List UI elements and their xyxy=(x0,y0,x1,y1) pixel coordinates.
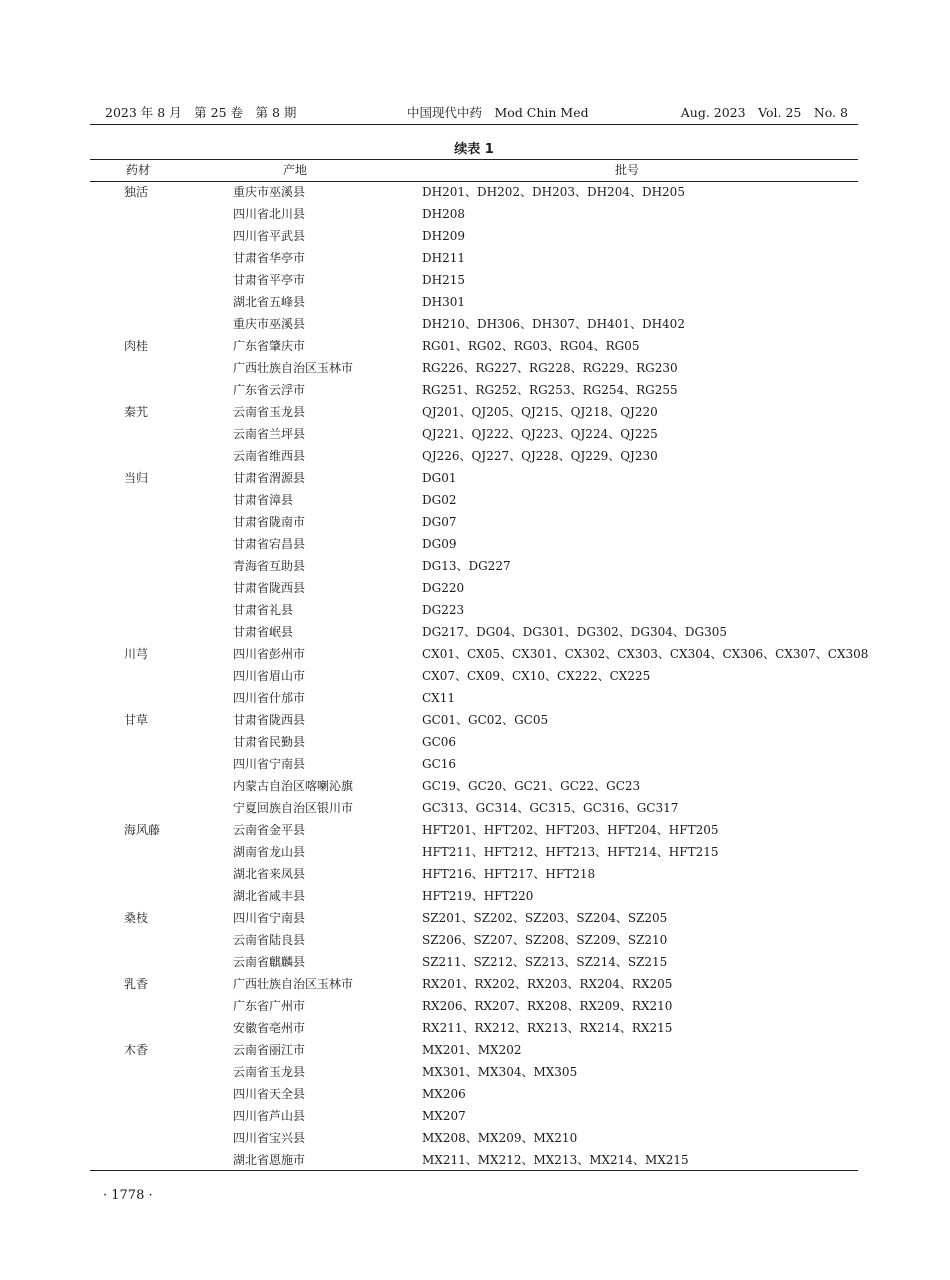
cell-origin: 四川省天全县 xyxy=(233,1087,306,1101)
table-row xyxy=(0,1061,950,1083)
cell-origin: 广西壮族自治区玉林市 xyxy=(233,361,354,375)
cell-batch: SZ206、SZ207、SZ208、SZ209、SZ210 xyxy=(422,933,668,947)
cell-batch: SZ201、SZ202、SZ203、SZ204、SZ205 xyxy=(422,911,668,925)
cell-batch: RG226、RG227、RG228、RG229、RG230 xyxy=(422,361,678,375)
table-row xyxy=(0,357,950,379)
cell-origin: 重庆市巫溪县 xyxy=(233,317,306,331)
cell-origin: 四川省眉山市 xyxy=(233,669,306,683)
table-row xyxy=(0,599,950,621)
column-header-origin: 产地 xyxy=(282,163,307,177)
table-row xyxy=(0,269,950,291)
cell-origin: 四川省北川县 xyxy=(233,207,306,221)
cell-origin: 云南省陆良县 xyxy=(233,933,306,947)
table-title: 续表 1 xyxy=(454,142,494,157)
cell-herb: 桑枝 xyxy=(124,911,149,925)
table-row xyxy=(0,731,950,753)
cell-batch: CX11 xyxy=(422,691,455,705)
table-row xyxy=(0,423,950,445)
table-row xyxy=(0,709,950,731)
cell-origin: 甘肃省陇西县 xyxy=(233,713,306,727)
table-row xyxy=(0,467,950,489)
cell-batch: MX207 xyxy=(422,1109,466,1123)
cell-origin: 广东省肇庆市 xyxy=(233,339,306,353)
table-row xyxy=(0,335,950,357)
table-row xyxy=(0,181,950,203)
table-row xyxy=(0,1083,950,1105)
table-row xyxy=(0,995,950,1017)
cell-origin: 甘肃省陇西县 xyxy=(233,581,306,595)
cell-batch: RX201、RX202、RX203、RX204、RX205 xyxy=(422,977,673,991)
table-row xyxy=(0,291,950,313)
table-row xyxy=(0,379,950,401)
cell-batch: DH201、DH202、DH203、DH204、DH205 xyxy=(422,185,685,199)
cell-origin: 云南省丽江市 xyxy=(233,1043,306,1057)
page-number: · 1778 · xyxy=(103,1188,153,1203)
cell-origin: 云南省兰坪县 xyxy=(233,427,306,441)
table-row xyxy=(0,973,950,995)
cell-origin: 甘肃省华亭市 xyxy=(233,251,306,265)
cell-origin: 湖北省来凤县 xyxy=(233,867,306,881)
table-row xyxy=(0,533,950,555)
cell-batch: HFT219、HFT220 xyxy=(422,889,534,903)
table-row xyxy=(0,885,950,907)
table-row xyxy=(0,621,950,643)
cell-batch: DG02 xyxy=(422,493,457,507)
table-row xyxy=(0,753,950,775)
cell-origin: 安徽省亳州市 xyxy=(233,1021,306,1035)
table-row xyxy=(0,775,950,797)
cell-origin: 湖北省咸丰县 xyxy=(233,889,306,903)
table-row xyxy=(0,797,950,819)
cell-batch: DG220 xyxy=(422,581,465,595)
cell-origin: 甘肃省岷县 xyxy=(233,625,294,639)
cell-batch: MX206 xyxy=(422,1087,466,1101)
cell-origin: 甘肃省民勤县 xyxy=(233,735,306,749)
table-row xyxy=(0,643,950,665)
cell-origin: 青海省互助县 xyxy=(233,559,306,573)
table-row xyxy=(0,247,950,269)
cell-origin: 云南省金平县 xyxy=(233,823,306,837)
cell-herb: 木香 xyxy=(124,1043,149,1057)
cell-batch: MX201、MX202 xyxy=(422,1043,522,1057)
cell-origin: 甘肃省宕昌县 xyxy=(233,537,306,551)
header-issue: 2023 年 8 月 第 25 卷 第 8 期 xyxy=(105,105,297,120)
cell-origin: 宁夏回族自治区银川市 xyxy=(233,801,354,815)
cell-herb: 秦艽 xyxy=(124,405,149,419)
cell-batch: DG07 xyxy=(422,515,457,529)
cell-batch: DG09 xyxy=(422,537,457,551)
cell-origin: 重庆市巫溪县 xyxy=(233,185,306,199)
table-row xyxy=(0,665,950,687)
cell-batch: MX208、MX209、MX210 xyxy=(422,1131,578,1145)
cell-batch: RX211、RX212、RX213、RX214、RX215 xyxy=(422,1021,673,1035)
cell-origin: 四川省宁南县 xyxy=(233,911,306,925)
cell-batch: DG217、DG04、DG301、DG302、DG304、DG305 xyxy=(422,625,728,639)
cell-batch: DH208 xyxy=(422,207,465,221)
table-row xyxy=(0,313,950,335)
running-header xyxy=(105,102,848,124)
cell-batch: CX01、CX05、CX301、CX302、CX303、CX304、CX306、CX307、CX308 xyxy=(422,647,869,661)
cell-origin: 四川省宁南县 xyxy=(233,757,306,771)
cell-origin: 湖北省五峰县 xyxy=(233,295,306,309)
cell-origin: 广东省云浮市 xyxy=(233,383,306,397)
cell-herb: 当归 xyxy=(124,471,149,485)
cell-origin: 湖南省龙山县 xyxy=(233,845,306,859)
table-row xyxy=(0,489,950,511)
header-volume: Aug. 2023 Vol. 25 No. 8 xyxy=(680,105,848,120)
cell-batch: DG223 xyxy=(422,603,465,617)
cell-origin: 四川省平武县 xyxy=(233,229,306,243)
cell-origin: 广西壮族自治区玉林市 xyxy=(233,977,354,991)
table-row xyxy=(0,907,950,929)
cell-batch: QJ201、QJ205、QJ215、QJ218、QJ220 xyxy=(422,405,658,419)
cell-batch: RG251、RG252、RG253、RG254、RG255 xyxy=(422,383,678,397)
cell-origin: 四川省彭州市 xyxy=(233,647,306,661)
cell-batch: DH210、DH306、DH307、DH401、DH402 xyxy=(422,317,685,331)
cell-origin: 云南省玉龙县 xyxy=(233,405,306,419)
header-journal: 中国现代中药 Mod Chin Med xyxy=(407,105,589,120)
table-row xyxy=(0,929,950,951)
cell-batch: DH209 xyxy=(422,229,465,243)
cell-origin: 四川省宝兴县 xyxy=(233,1131,306,1145)
cell-batch: GC313、GC314、GC315、GC316、GC317 xyxy=(422,801,679,815)
cell-batch: HFT216、HFT217、HFT218 xyxy=(422,867,596,881)
cell-batch: QJ226、QJ227、QJ228、QJ229、QJ230 xyxy=(422,449,658,463)
table-row xyxy=(0,1105,950,1127)
table-row xyxy=(0,1017,950,1039)
cell-origin: 甘肃省平亭市 xyxy=(233,273,306,287)
cell-origin: 甘肃省渭源县 xyxy=(233,471,306,485)
cell-origin: 云南省麒麟县 xyxy=(233,955,306,969)
cell-batch: GC06 xyxy=(422,735,457,749)
cell-batch: DG01 xyxy=(422,471,457,485)
cell-batch: MX211、MX212、MX213、MX214、MX215 xyxy=(422,1153,689,1167)
table-row xyxy=(0,401,950,423)
cell-origin: 甘肃省礼县 xyxy=(233,603,294,617)
cell-batch: DG13、DG227 xyxy=(422,559,511,573)
cell-batch: MX301、MX304、MX305 xyxy=(422,1065,578,1079)
column-header-herb: 药材 xyxy=(125,163,150,177)
cell-origin: 云南省玉龙县 xyxy=(233,1065,306,1079)
cell-batch: QJ221、QJ222、QJ223、QJ224、QJ225 xyxy=(422,427,658,441)
table-row xyxy=(0,1149,950,1171)
table-row xyxy=(0,445,950,467)
cell-origin: 广东省广州市 xyxy=(233,999,306,1013)
cell-batch: DH211 xyxy=(422,251,465,265)
cell-batch: RX206、RX207、RX208、RX209、RX210 xyxy=(422,999,673,1013)
cell-batch: GC01、GC02、GC05 xyxy=(422,713,549,727)
table-row xyxy=(0,511,950,533)
table-row xyxy=(0,203,950,225)
cell-batch: DH215 xyxy=(422,273,465,287)
table-row xyxy=(0,1039,950,1061)
cell-herb: 乳香 xyxy=(124,977,149,991)
cell-origin: 甘肃省漳县 xyxy=(233,493,294,507)
table-row xyxy=(0,225,950,247)
cell-origin: 云南省维西县 xyxy=(233,449,306,463)
cell-herb: 海风藤 xyxy=(124,823,161,837)
cell-batch: SZ211、SZ212、SZ213、SZ214、SZ215 xyxy=(422,955,668,969)
cell-herb: 甘草 xyxy=(124,713,149,727)
table-row xyxy=(0,863,950,885)
cell-origin: 四川省芦山县 xyxy=(233,1109,306,1123)
cell-batch: DH301 xyxy=(422,295,465,309)
cell-batch: RG01、RG02、RG03、RG04、RG05 xyxy=(422,339,640,353)
table-row xyxy=(0,555,950,577)
table-row xyxy=(0,577,950,599)
table-body xyxy=(0,181,950,1171)
cell-herb: 川芎 xyxy=(124,647,149,661)
cell-batch: CX07、CX09、CX10、CX222、CX225 xyxy=(422,669,651,683)
table-row xyxy=(0,1127,950,1149)
column-header-batch: 批号 xyxy=(614,163,639,177)
table-bottom-rule xyxy=(90,1170,858,1171)
cell-batch: GC19、GC20、GC21、GC22、GC23 xyxy=(422,779,641,793)
cell-herb: 独活 xyxy=(124,185,149,199)
cell-origin: 湖北省恩施市 xyxy=(233,1153,306,1167)
cell-origin: 内蒙古自治区喀喇沁旗 xyxy=(233,779,354,793)
cell-origin: 四川省什邡市 xyxy=(233,691,306,705)
cell-batch: HFT211、HFT212、HFT213、HFT214、HFT215 xyxy=(422,845,719,859)
cell-herb: 肉桂 xyxy=(124,339,149,353)
table-row xyxy=(0,687,950,709)
table-row xyxy=(0,819,950,841)
cell-batch: HFT201、HFT202、HFT203、HFT204、HFT205 xyxy=(422,823,719,837)
table-row xyxy=(0,951,950,973)
table-row xyxy=(0,841,950,863)
header-rule xyxy=(90,124,858,125)
cell-batch: GC16 xyxy=(422,757,457,771)
cell-origin: 甘肃省陇南市 xyxy=(233,515,306,529)
